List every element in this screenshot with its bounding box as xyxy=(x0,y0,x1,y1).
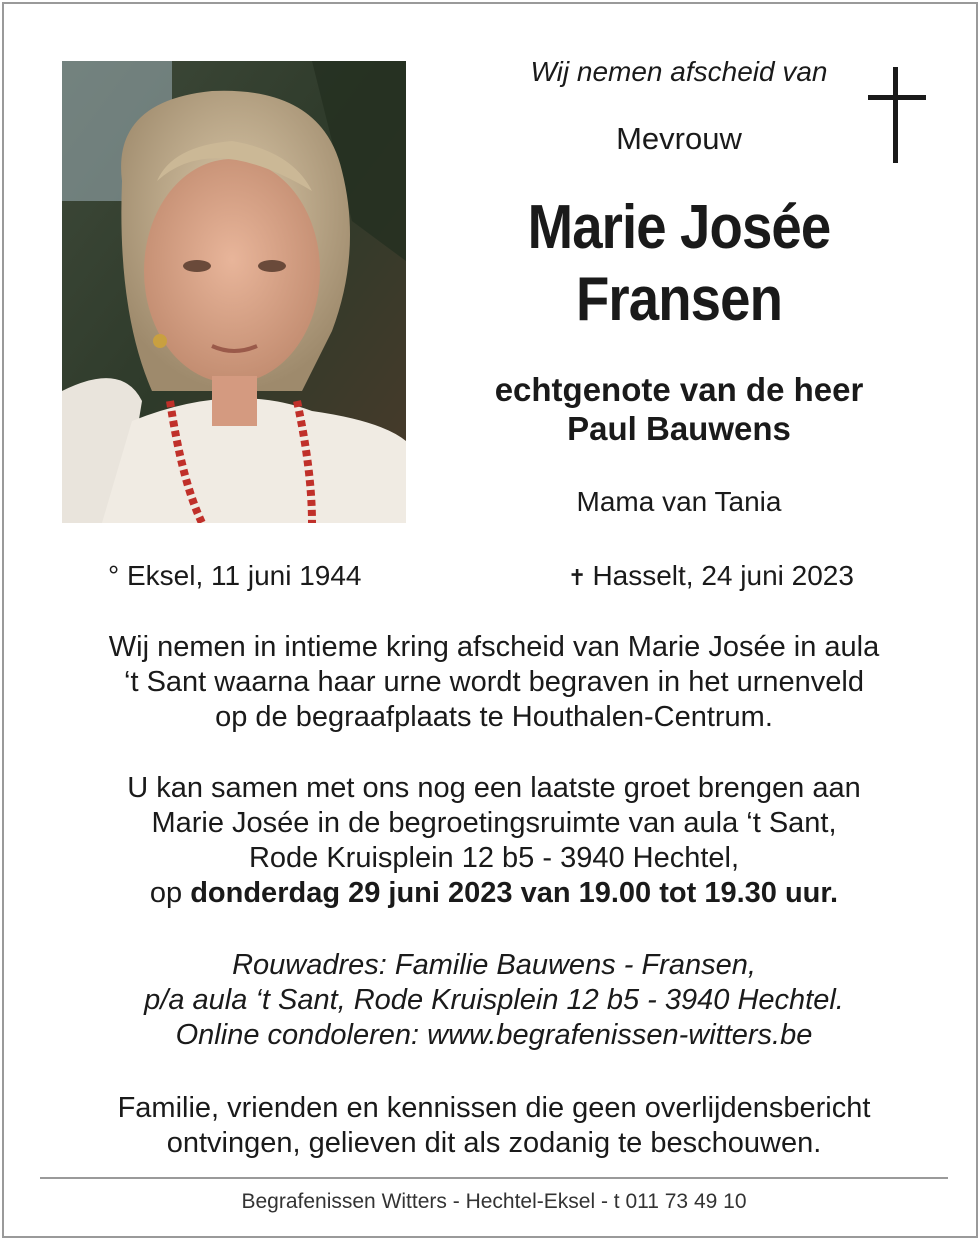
spouse-info xyxy=(434,370,924,448)
text-line: Rouwadres: Familie Bauwens - Fransen, xyxy=(232,949,756,981)
portrait-photo xyxy=(62,61,406,523)
visitation-time-line xyxy=(44,876,944,911)
mourning-address xyxy=(44,948,944,1053)
text-line: op de begraafplaats te Houthalen-Centrum. xyxy=(215,701,773,733)
death-text: Hasselt, 24 juni 2023 xyxy=(592,560,854,591)
text-line: U kan samen met ons nog een laatste groet brengen aan xyxy=(127,772,861,804)
ceremony-paragraph xyxy=(44,630,944,735)
text-line: ontvingen, gelieven dit als zodanig te beschouwen. xyxy=(166,1127,822,1159)
footer-text: Begrafenissen Witters - Hechtel-Eksel - t 011 73 49 10 xyxy=(241,1190,747,1213)
text-line: Rode Kruisplein 12 b5 - 3940 Hechtel, xyxy=(248,842,740,874)
text-line: ‘t Sant waarna haar urne wordt begraven in het urnenveld xyxy=(124,666,864,698)
time-prefix: op xyxy=(149,877,183,909)
death-info xyxy=(568,560,854,592)
text-line: Familie, vrienden en kennissen die geen overlijdensbericht xyxy=(117,1092,871,1124)
deceased-name xyxy=(463,192,894,336)
visitation-paragraph xyxy=(44,771,944,911)
death-cross-icon: ✝ xyxy=(568,565,587,590)
visitation-time: donderdag 29 juni 2023 van 19.00 tot 19.30 uur. xyxy=(190,877,839,909)
text-line: Marie Josée in de begroetingsruimte van aula ‘t Sant, xyxy=(151,807,837,839)
text-line: p/a aula ‘t Sant, Rode Kruisplein 12 b5 - 3940 Hechtel. xyxy=(144,984,844,1016)
text-line: Online condoleren: www.begrafenissen-witters.be xyxy=(175,1019,813,1051)
intro-text: Wij nemen afscheid van xyxy=(530,56,828,87)
footer-divider xyxy=(40,1177,948,1179)
name-line-2: Fransen xyxy=(575,265,783,334)
name-line-1: Marie Josée xyxy=(527,193,831,262)
birth-info: ° Eksel, 11 juni 1944 xyxy=(108,560,362,591)
child-info: Mama van Tania xyxy=(576,486,782,517)
death-notice-card xyxy=(2,2,978,1238)
text-line: Wij nemen in intieme kring afscheid van Marie Josée in aula xyxy=(108,631,880,663)
spouse-line-2: Paul Bauwens xyxy=(567,410,791,447)
spouse-line-1: echtgenote van de heer xyxy=(494,371,864,408)
honorific: Mevrouw xyxy=(616,121,742,156)
closing-paragraph xyxy=(44,1091,944,1161)
